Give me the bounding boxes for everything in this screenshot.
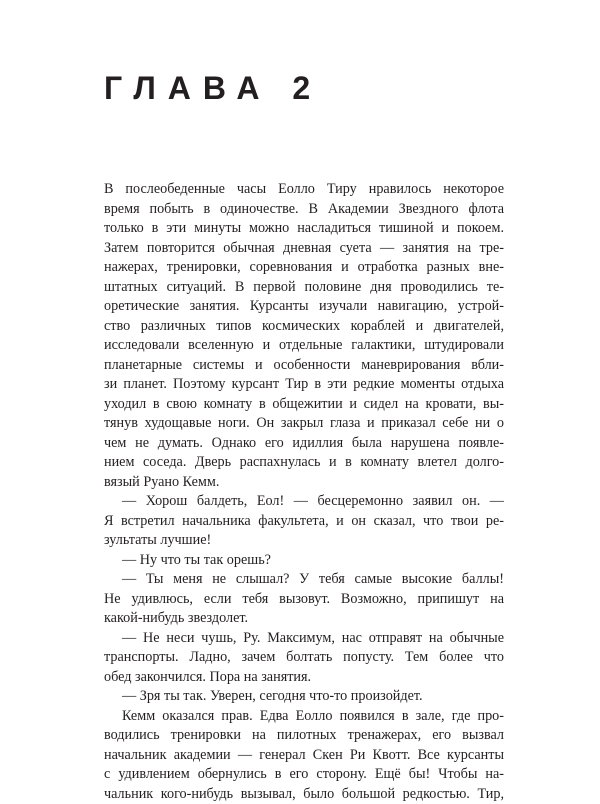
text-line: с удивлением обернулись в его сторону. Ещё бы! Чтобы на- (104, 765, 504, 785)
text-line: обед закончился. Пора на занятия. (104, 668, 504, 688)
text-line: нажерах, тренировки, соревнования и отработка разных вне- (104, 258, 504, 278)
text-line: водились тренировки на пилотных тренажерах, его вызвал (104, 726, 504, 746)
text-line: тянув худощавые ноги. Он закрыл глаза и приказал себе ни о (104, 414, 504, 434)
text-line: транспорты. Ладно, зачем болтать попусту. Тем более что (104, 648, 504, 668)
text-line: В послеобеденные часы Еолло Тиру нравилось некоторое (104, 180, 504, 200)
text-line: — Хорош балдеть, Еол! — бесцеремонно заявил он. — (104, 492, 504, 512)
text-line: — Не неси чушь, Ру. Максимум, нас отправят на обычные (104, 629, 504, 649)
text-line: исследовали вселенную и отдельные галактики, штудировали (104, 336, 504, 356)
text-line: вязый Руано Кемм. (104, 473, 504, 493)
text-line: время побыть в одиночестве. В Академии Звездного флота (104, 200, 504, 220)
text-line: уходил в свою комнату в общежитии и сидел на кровати, вы- (104, 395, 504, 415)
text-line: Не удивлюсь, если тебя вызовут. Возможно, припишут на (104, 590, 504, 610)
text-line: Кемм оказался прав. Едва Еолло появился в зале, где про- (104, 707, 504, 727)
text-line: начальник академии — генерал Скен Ри Квотт. Все курсанты (104, 746, 504, 766)
text-line: чем не думать. Однако его идиллия была нарушена появле- (104, 434, 504, 454)
text-line: чальник кого-нибудь вызывал, было большой редкостью. Тир, (104, 785, 504, 804)
text-line: Затем повторится обычная дневная суета — занятия на тре- (104, 239, 504, 259)
body-text (104, 180, 504, 804)
text-line: нием соседа. Дверь распахнулась и в комнату влетел долго- (104, 453, 504, 473)
text-line: — Ну что ты так орешь? (104, 551, 504, 571)
text-line: штатных ситуаций. В первой половине дня проводились те- (104, 278, 504, 298)
text-line: какой-нибудь звездолет. (104, 609, 504, 629)
text-line: планетарные системы и особенности маневрирования вбли- (104, 356, 504, 376)
text-line: ство различных типов космических кораблей и двигателей, (104, 317, 504, 337)
chapter-title: ГЛАВА 2 (104, 68, 322, 108)
text-line: — Зря ты так. Уверен, сегодня что-то произойдет. (104, 687, 504, 707)
text-line: — Ты меня не слышал? У тебя самые высокие баллы! (104, 570, 504, 590)
text-line: только в эти минуты можно насладиться тишиной и покоем. (104, 219, 504, 239)
text-line: оретические занятия. Курсанты изучали навигацию, устрой- (104, 297, 504, 317)
text-line: зультаты лучшие! (104, 531, 504, 551)
text-line: Я встретил начальника факультета, и он сказал, что твои ре- (104, 512, 504, 532)
text-line: зи планет. Поэтому курсант Тир в эти редкие моменты отдыха (104, 375, 504, 395)
